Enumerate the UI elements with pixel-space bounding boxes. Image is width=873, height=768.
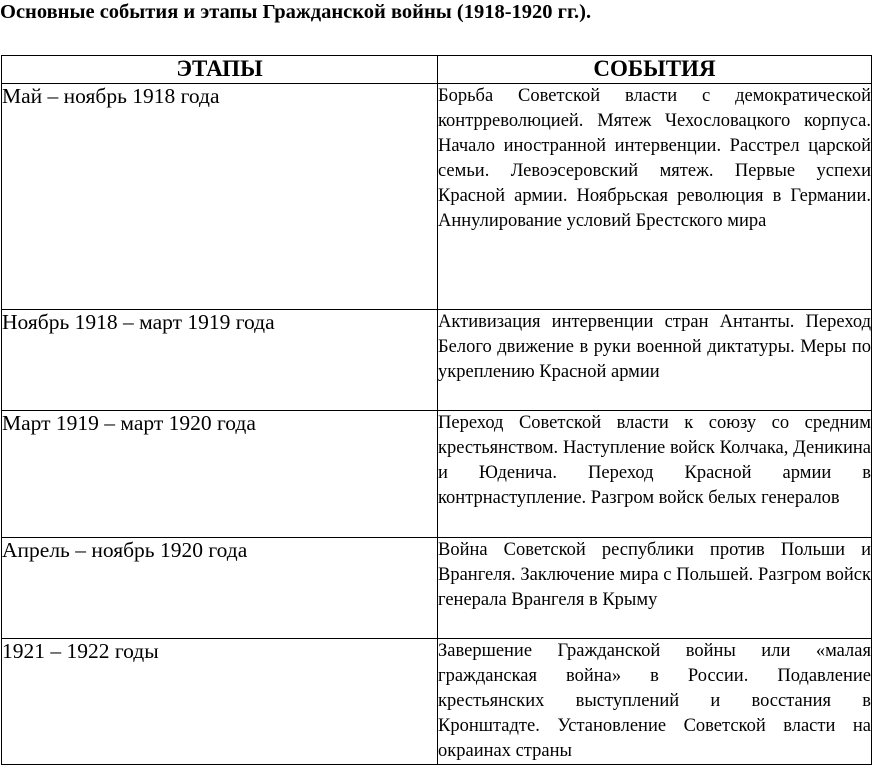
events-cell: Завершение Гражданской войны или «малая гражданская война» в России. Подавление крестьянских выступлений и восстания в Кронштадте. Установление Советской власти на окраинах страны	[438, 639, 872, 765]
stage-cell: Май – ноябрь 1918 года	[2, 84, 438, 310]
column-header-stages: ЭТАПЫ	[2, 56, 438, 84]
table-row	[2, 639, 872, 765]
events-table	[1, 55, 872, 765]
page-title: Основные события и этапы Гражданской войны (1918-1920 гг.).	[0, 1, 592, 23]
table-row	[2, 411, 872, 538]
events-cell: Борьба Советской власти с демократической контрреволюцией. Мятеж Чехословацкого корпуса. Начало иностранной интервенции. Расстрел царской семьи. Левоэсеровский мятеж. Первые успехи Красной армии. Ноябрьская революция в Германии. Аннулирование условий Брестского мира	[438, 84, 872, 310]
events-cell: Активизация интервенции стран Антанты. Переход Белого движение в руки военной диктатуры. Меры по укреплению Красной армии	[438, 310, 872, 411]
table-row	[2, 538, 872, 639]
stage-cell: 1921 – 1922 годы	[2, 639, 438, 765]
events-cell: Переход Советской власти к союзу со средним крестьянством. Наступление войск Колчака, Деникина и Юденича. Переход Красной армии в контрнаступление. Разгром войск белых генералов	[438, 411, 872, 538]
stage-cell: Апрель – ноябрь 1920 года	[2, 538, 438, 639]
table-row	[2, 84, 872, 310]
table-header-row	[2, 56, 872, 84]
events-cell: Война Советской республики против Польши и Врангеля. Заключение мира с Польшей. Разгром войск генерала Врангеля в Крыму	[438, 538, 872, 639]
table-row	[2, 310, 872, 411]
column-header-events: СОБЫТИЯ	[438, 56, 872, 84]
stage-cell: Ноябрь 1918 – март 1919 года	[2, 310, 438, 411]
stage-cell: Март 1919 – март 1920 года	[2, 411, 438, 538]
